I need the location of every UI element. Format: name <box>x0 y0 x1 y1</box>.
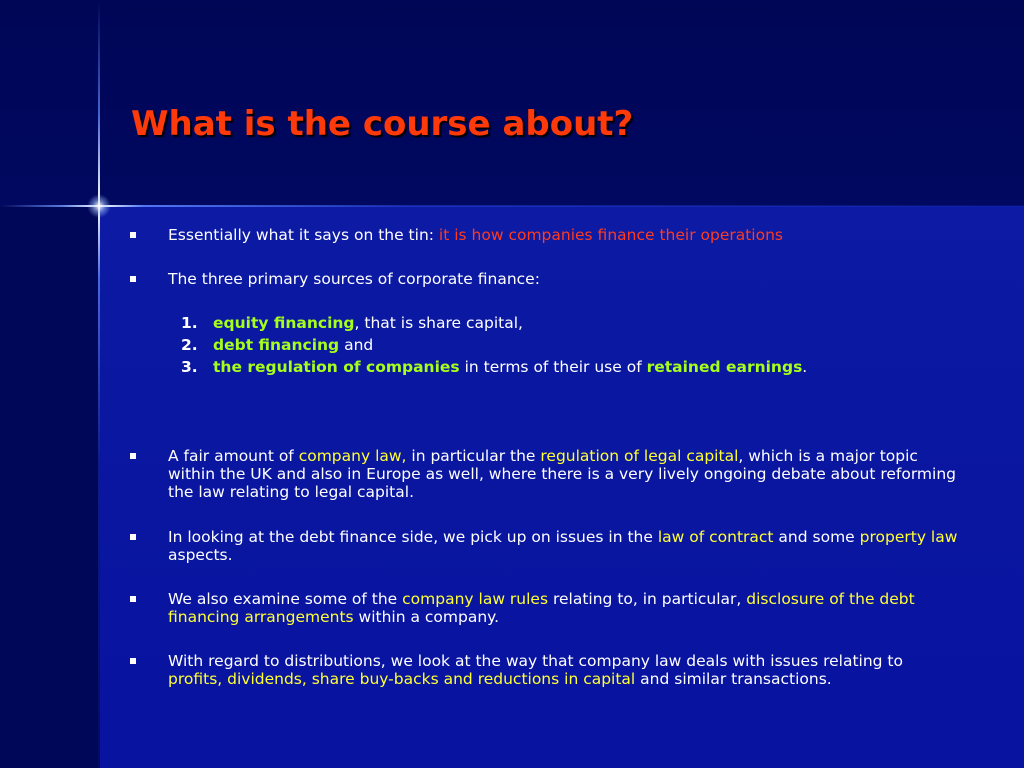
bullet-6-highlight-1: profits, dividends, share buy-backs and reductions in capital <box>168 670 636 688</box>
bullet-4-part-3: aspects. <box>168 546 233 564</box>
sparkle-icon <box>87 194 111 218</box>
item-number: 3. <box>181 358 198 376</box>
bullet-square-icon <box>130 658 136 664</box>
bullet-5-highlight-1: company law rules <box>402 590 549 608</box>
item-rest: and <box>339 336 374 354</box>
bullet-square-icon <box>130 596 136 602</box>
bullet-3 <box>168 447 958 501</box>
numbered-item-1 <box>181 314 523 332</box>
bullet-5-highlight-2: disclosure of the debt financing arrangements <box>168 590 915 626</box>
bullet-3-part-3: , which is a major topic within the UK and also in Europe as well, where there is a very lively ongoing debate about reforming the law relating to legal capital. <box>168 447 957 501</box>
bullet-3-highlight-2: regulation of legal capital <box>540 447 739 465</box>
bullet-5 <box>168 590 958 626</box>
item-term: equity financing <box>213 314 355 332</box>
bullet-4-highlight-1: law of contract <box>657 528 774 546</box>
left-band <box>0 206 100 768</box>
bullet-2-text: The three primary sources of corporate finance: <box>168 270 540 288</box>
vertical-light-line <box>98 0 100 768</box>
item-end: . <box>802 358 808 376</box>
item-mid: in terms of their use of <box>459 358 647 376</box>
numbered-item-2 <box>181 336 373 354</box>
bullet-5-part-2: relating to, in particular, <box>548 590 747 608</box>
bullet-3-part-2: in particular the <box>406 447 541 465</box>
bullet-4-part-1: In looking at the debt finance side, we pick up on issues in the <box>168 528 658 546</box>
bullet-4-part-2: and some <box>773 528 860 546</box>
item-rest: , that is share capital, <box>354 314 523 332</box>
bullet-square-icon <box>130 232 136 238</box>
bullet-2 <box>168 270 958 288</box>
bullet-3-part-1: A fair amount of <box>168 447 299 465</box>
bullet-4 <box>168 528 958 564</box>
item-number: 1. <box>181 314 198 332</box>
numbered-item-3 <box>181 358 807 376</box>
item-number: 2. <box>181 336 198 354</box>
bullet-6-part-2: and similar transactions. <box>635 670 832 688</box>
bullet-1-text: Essentially what it says on the tin: <box>168 226 439 244</box>
bullet-6-part-1: With regard to distributions, we look at the way that company law deals with issues relating to <box>168 652 903 670</box>
header-band <box>0 0 1024 206</box>
bullet-1 <box>168 226 958 244</box>
bullet-5-part-1: We also examine some of the <box>168 590 403 608</box>
horizontal-light-line <box>0 205 1024 207</box>
bullet-6 <box>168 652 958 688</box>
bullet-4-highlight-2: property law <box>859 528 958 546</box>
slide-title: What is the course about? <box>131 104 634 144</box>
bullet-1-highlight: it is how companies finance their operations <box>438 226 783 244</box>
item-term: debt financing <box>213 336 340 354</box>
bullet-3-highlight-1: company law, <box>298 447 407 465</box>
item-term: the regulation of companies <box>213 358 460 376</box>
bullet-square-icon <box>130 453 136 459</box>
bullet-5-part-3: within a company. <box>353 608 500 626</box>
bullet-square-icon <box>130 534 136 540</box>
item-term-2: retained earnings <box>646 358 803 376</box>
bullet-square-icon <box>130 276 136 282</box>
